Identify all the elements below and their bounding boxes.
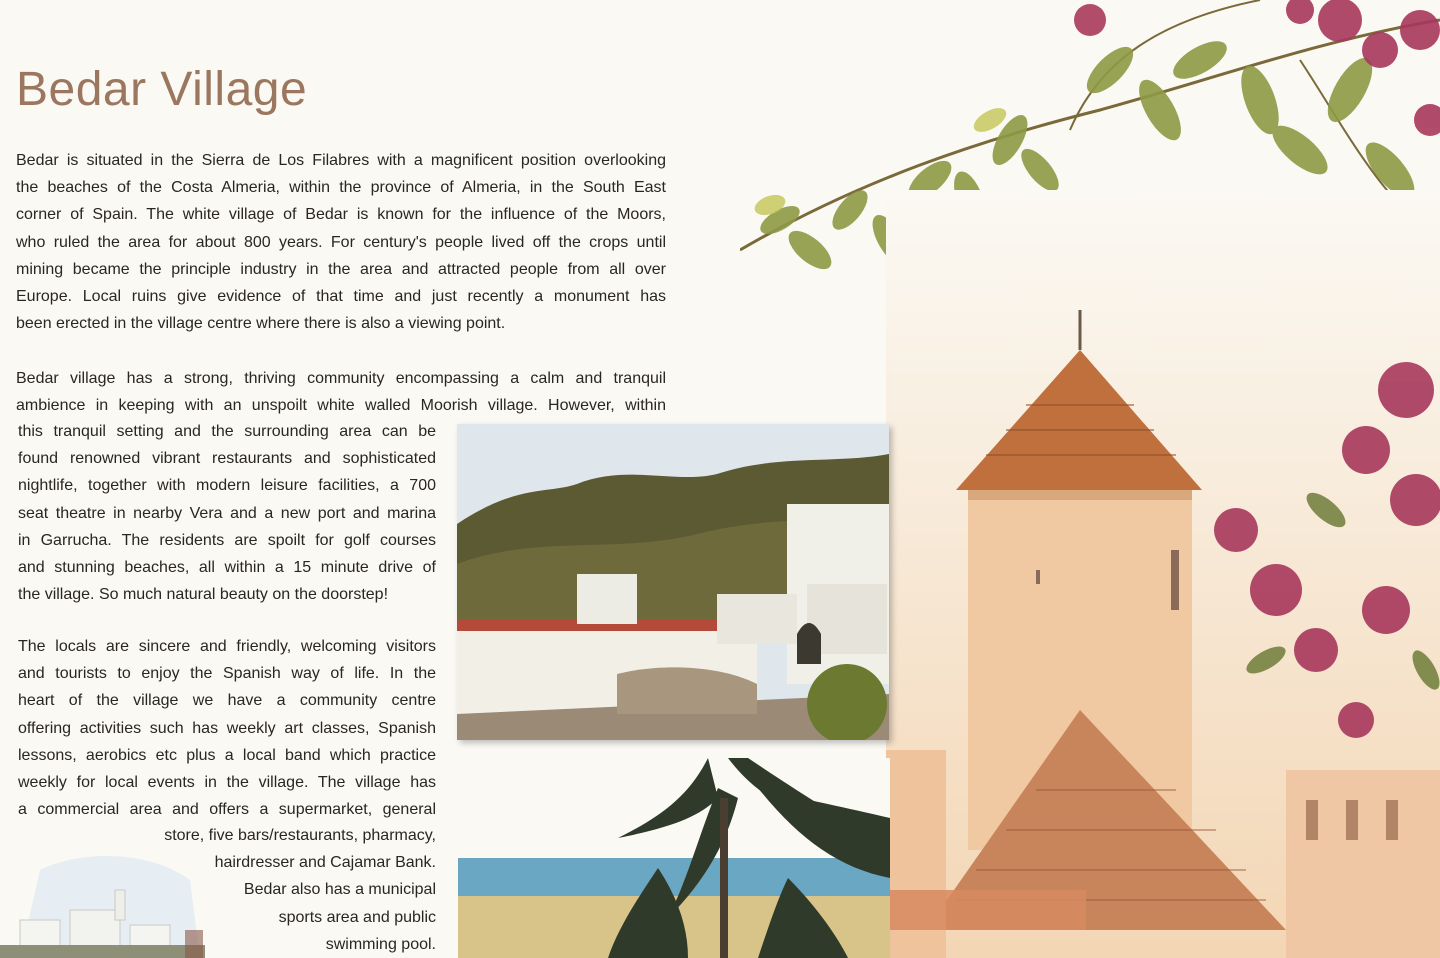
text-line: sports area and public	[278, 908, 436, 926]
text-line: Bedar is situated in the Sierra de Los Filabres with a magnificent position overlooking	[16, 152, 666, 169]
text-line: swimming pool.	[325, 935, 436, 953]
text-line: found renowned vibrant restaurants and sophisticated	[18, 450, 436, 468]
text-line: Europe. Local ruins give evidence of that time and just recently a monument has	[16, 287, 666, 305]
text-line: weekly for local events in the village. The village has	[18, 773, 436, 791]
text-line: in Garrucha. The residents are spoilt for golf courses	[18, 531, 436, 549]
beach-palms-photo	[458, 758, 890, 958]
text-line: Bedar also has a municipal	[243, 881, 436, 899]
text-line: and tourists to enjoy the Spanish way of life. In the	[18, 665, 436, 683]
text-line: seat theatre in nearby Vera and a new port and marina	[18, 504, 436, 522]
text-line: The locals are sincere and friendly, welcoming visitors	[18, 638, 436, 655]
text-line: nightlife, together with modern leisure facilities, a 700	[18, 477, 436, 495]
locals-paragraph-tail	[120, 822, 436, 958]
text-line: mining became the principle industry in the area and attracted people from all over	[16, 260, 666, 278]
text-line: a commercial area and offers a supermarket, general	[18, 801, 436, 819]
text-line: this tranquil setting and the surrounding area can be	[18, 423, 436, 440]
locals-paragraph	[18, 633, 436, 823]
village-street-photo	[457, 424, 889, 740]
text-line: store, five bars/restaurants, pharmacy,	[164, 827, 436, 844]
text-line: the village. So much natural beauty on the doorstep!	[18, 586, 389, 604]
community-paragraph-top	[16, 365, 666, 419]
text-line: and stunning beaches, all within a 15 minute drive of	[18, 558, 436, 576]
community-paragraph-body	[18, 418, 436, 608]
text-line: hairdresser and Cajamar Bank.	[214, 854, 436, 872]
text-line: the beaches of the Costa Almeria, within the province of Almeria, in the South East	[16, 179, 666, 197]
text-line: Bedar village has a strong, thriving community encompassing a calm and tranquil	[16, 370, 666, 387]
intro-paragraph	[16, 147, 666, 337]
church-tower-photo	[886, 190, 1440, 958]
text-line: been erected in the village centre where there is also a viewing point.	[16, 315, 506, 333]
text-line: offering activities such has weekly art classes, Spanish	[18, 719, 436, 737]
text-line: corner of Spain. The white village of Bedar is known for the influence of the Moors,	[16, 206, 666, 224]
text-line: heart of the village we have a community centre	[18, 692, 436, 710]
page-title: Bedar Village	[16, 63, 308, 116]
text-line: who ruled the area for about 800 years. For century's people lived off the crops until	[16, 233, 666, 251]
text-line: lessons, aerobics etc plus a local band which practice	[18, 746, 436, 764]
text-line: ambience in keeping with an unspoilt white walled Moorish village. However, within	[16, 397, 666, 415]
